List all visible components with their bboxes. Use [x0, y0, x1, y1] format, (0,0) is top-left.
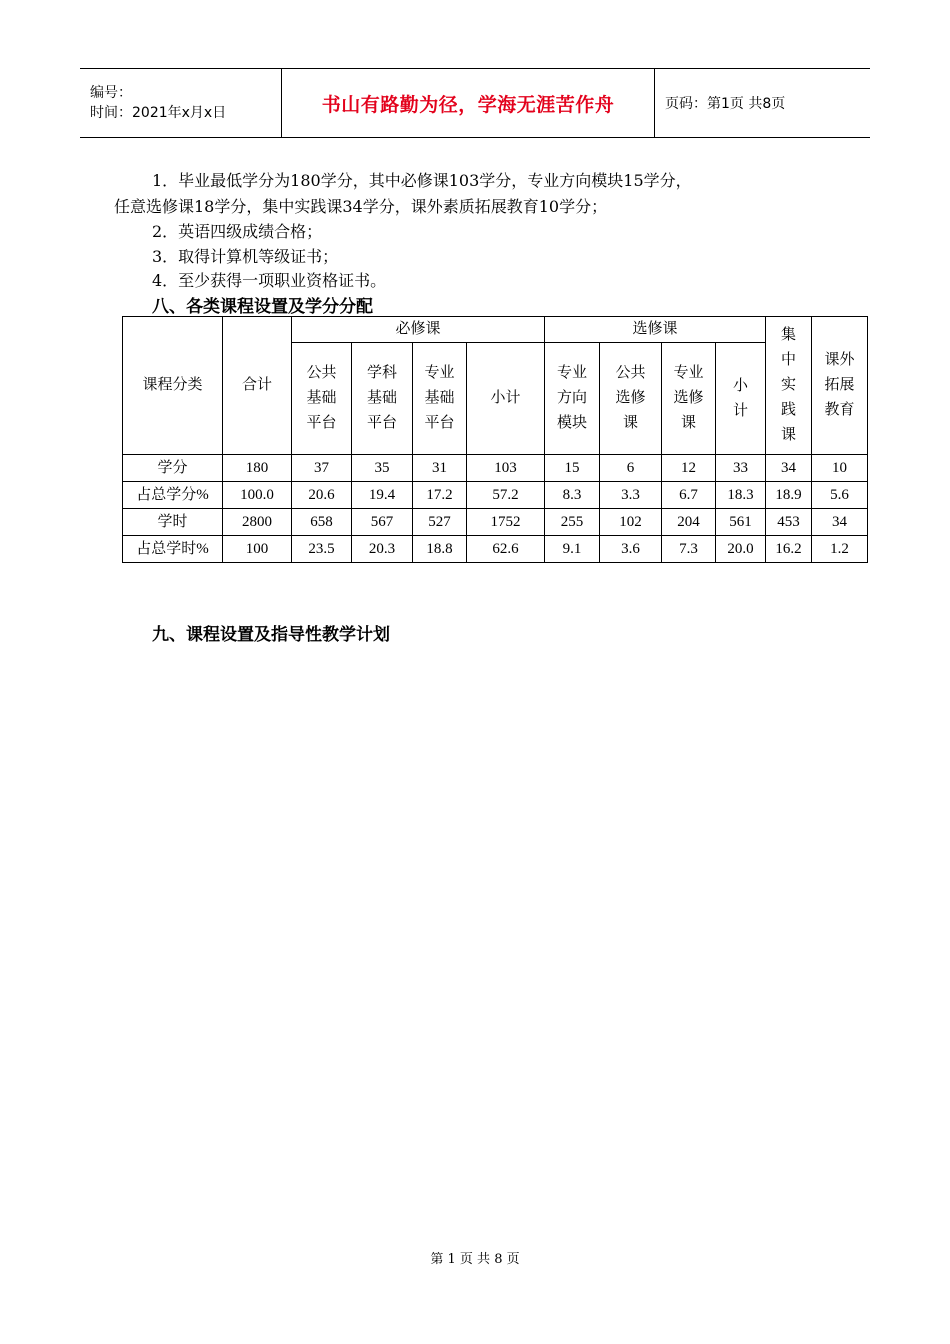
table-cell: 5.6	[812, 482, 868, 509]
table-cell: 1752	[467, 509, 545, 536]
header-elective: 选修课	[545, 317, 766, 343]
requirement-4: 4．至少获得一项职业资格证书。	[152, 271, 387, 290]
table-cell: 35	[352, 455, 413, 482]
section-9-title: 九、课程设置及指导性教学计划	[152, 625, 390, 645]
requirement-3: 3．取得计算机等级证书；	[152, 247, 339, 266]
table-cell: 658	[292, 509, 352, 536]
table-cell: 20.3	[352, 536, 413, 563]
table-cell: 34	[812, 509, 868, 536]
table-cell: 3.3	[600, 482, 662, 509]
header-meta	[80, 69, 282, 137]
subheader-cell: 专业 基础 平台	[413, 343, 467, 455]
table-cell: 6	[600, 455, 662, 482]
table-row	[123, 482, 868, 509]
table-cell: 31	[413, 455, 467, 482]
row-label: 学时	[123, 509, 223, 536]
requirement-2: 2．英语四级成绩合格；	[152, 222, 323, 241]
table-cell: 57.2	[467, 482, 545, 509]
table-cell: 34	[766, 455, 812, 482]
table-cell: 102	[600, 509, 662, 536]
table-cell: 17.2	[413, 482, 467, 509]
table-cell: 6.7	[662, 482, 716, 509]
table-cell: 37	[292, 455, 352, 482]
subheader-cell: 小 计	[716, 343, 766, 455]
code-label: 编号：	[90, 85, 132, 101]
table-cell: 204	[662, 509, 716, 536]
row-label: 占总学时%	[123, 536, 223, 563]
subheader-cell: 小计	[467, 343, 545, 455]
table-cell: 1.2	[812, 536, 868, 563]
section-8-title: 八、各类课程设置及学分分配	[152, 297, 373, 317]
table-cell: 453	[766, 509, 812, 536]
motto: 书山有路勤为径，学海无涯苦作舟	[321, 93, 615, 116]
page-footer: 第 1 页 共 8 页	[430, 1252, 520, 1267]
table-cell: 16.2	[766, 536, 812, 563]
header-page-cell	[655, 69, 870, 137]
table-cell: 20.0	[716, 536, 766, 563]
table-cell: 3.6	[600, 536, 662, 563]
table-row	[123, 509, 868, 536]
table-cell: 12	[662, 455, 716, 482]
table-row	[123, 536, 868, 563]
table-cell: 18.8	[413, 536, 467, 563]
table-cell: 19.4	[352, 482, 413, 509]
header-extracurricular: 课外 拓展 教育	[812, 317, 868, 455]
table-cell: 23.5	[292, 536, 352, 563]
time-label: 时间：2021年x月x日	[90, 105, 227, 121]
subheader-cell: 公共 选修 课	[600, 343, 662, 455]
table-row	[123, 455, 868, 482]
table-cell: 180	[223, 455, 292, 482]
table-cell: 100.0	[223, 482, 292, 509]
header-total: 合计	[223, 317, 292, 455]
subheader-cell: 专业 方向 模块	[545, 343, 600, 455]
subheader-cell: 学科 基础 平台	[352, 343, 413, 455]
table-cell: 527	[413, 509, 467, 536]
table-cell: 100	[223, 536, 292, 563]
table-cell: 7.3	[662, 536, 716, 563]
table-cell: 15	[545, 455, 600, 482]
table-cell: 62.6	[467, 536, 545, 563]
row-label: 学分	[123, 455, 223, 482]
table-cell: 567	[352, 509, 413, 536]
table-cell: 9.1	[545, 536, 600, 563]
header-required: 必修课	[292, 317, 545, 343]
table-cell: 33	[716, 455, 766, 482]
subheader-cell: 专业 选修 课	[662, 343, 716, 455]
requirement-1-cont: 任意选修课18学分，集中实践课34学分，课外素质拓展教育10学分；	[114, 197, 608, 216]
table-cell: 561	[716, 509, 766, 536]
table-cell: 255	[545, 509, 600, 536]
header-category: 课程分类	[123, 317, 223, 455]
table-cell: 2800	[223, 509, 292, 536]
table-cell: 18.3	[716, 482, 766, 509]
page-label: 页码：第1页 共8页	[665, 96, 786, 112]
table-cell: 8.3	[545, 482, 600, 509]
requirement-1: 1．毕业最低学分为180学分，其中必修课103学分，专业方向模块15学分，	[152, 171, 692, 190]
page-header	[80, 68, 870, 138]
header-practice: 集 中 实 践 课	[766, 317, 812, 455]
table-cell: 103	[467, 455, 545, 482]
row-label: 占总学分%	[123, 482, 223, 509]
table-cell: 18.9	[766, 482, 812, 509]
header-motto-cell	[282, 69, 655, 137]
table-body	[123, 455, 868, 563]
credits-table	[122, 316, 868, 563]
table-cell: 20.6	[292, 482, 352, 509]
subheader-cell: 公共 基础 平台	[292, 343, 352, 455]
table-cell: 10	[812, 455, 868, 482]
